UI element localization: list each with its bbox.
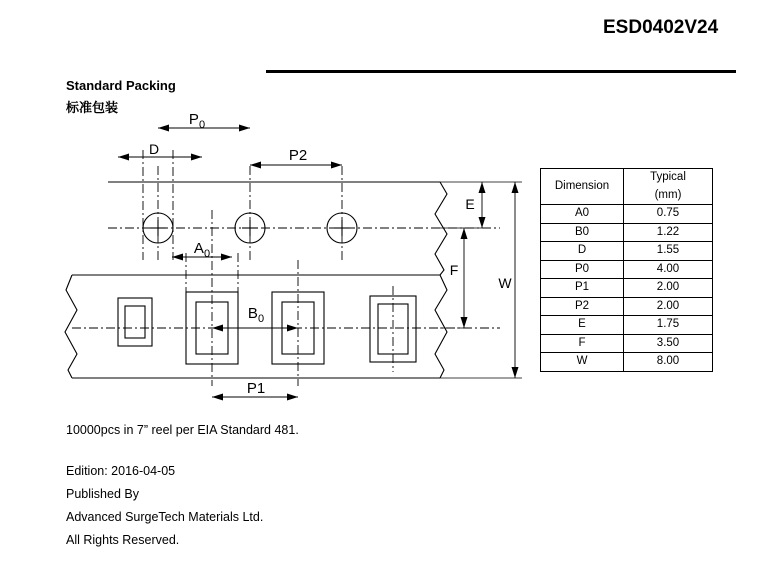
dimension-table — [540, 168, 713, 372]
section-title-cn: 标准包装 — [66, 100, 119, 115]
table-row — [541, 260, 713, 279]
cell-dimension: P1 — [541, 279, 624, 298]
cell-typical: 2.00 — [624, 279, 713, 298]
table-row — [541, 242, 713, 261]
cell-dimension: P0 — [541, 260, 624, 279]
cell-typical: 0.75 — [624, 205, 713, 224]
cell-typical: 1.75 — [624, 316, 713, 335]
packing-note: 10000pcs in 7” reel per EIA Standard 481. — [66, 423, 299, 437]
table-header-row — [541, 169, 713, 187]
dimension-label-w: W — [498, 275, 512, 291]
section-title-en: Standard Packing — [66, 78, 176, 93]
header-divider — [266, 70, 736, 73]
column-header-typical: Typical — [624, 169, 713, 187]
cell-typical: 4.00 — [624, 260, 713, 279]
table-row — [541, 279, 713, 298]
cell-typical: 3.50 — [624, 334, 713, 353]
cell-typical: 1.55 — [624, 242, 713, 261]
packing-tape-drawing — [60, 110, 540, 410]
dimension-label-a0: $A_0$ — [193, 240, 211, 260]
published-by-label: Published By — [66, 487, 139, 501]
dimension-label-f: F — [449, 262, 459, 278]
dimension-label-e: E — [465, 196, 475, 212]
dimension-label-p2: P2 — [288, 147, 308, 164]
dimension-label-d: D — [148, 141, 160, 157]
table-row — [541, 205, 713, 224]
company-name: Advanced SurgeTech Materials Ltd. — [66, 510, 264, 524]
cell-dimension: W — [541, 353, 624, 372]
cell-dimension: E — [541, 316, 624, 335]
cell-dimension: A0 — [541, 205, 624, 224]
cell-typical: 8.00 — [624, 353, 713, 372]
table-row — [541, 353, 713, 372]
column-header-dimension: Dimension — [541, 169, 624, 205]
table-row — [541, 334, 713, 353]
table-row — [541, 297, 713, 316]
cell-dimension: F — [541, 334, 624, 353]
page-title: ESD0402V24 — [603, 17, 719, 38]
dimension-label-b0: $B_0$ — [247, 305, 265, 325]
table-row — [541, 223, 713, 242]
cell-dimension: D — [541, 242, 624, 261]
cell-typical: 2.00 — [624, 297, 713, 316]
dimension-label-p1: P1 — [246, 380, 266, 397]
table-row — [541, 316, 713, 335]
cell-typical: 1.22 — [624, 223, 713, 242]
cell-dimension: B0 — [541, 223, 624, 242]
column-header-unit: (mm) — [624, 187, 713, 205]
dimension-label-p0: $P_0$ — [188, 111, 206, 131]
edition-text: Edition: 2016-04-05 — [66, 464, 176, 478]
cell-dimension: P2 — [541, 297, 624, 316]
rights-text: All Rights Reserved. — [66, 533, 180, 547]
